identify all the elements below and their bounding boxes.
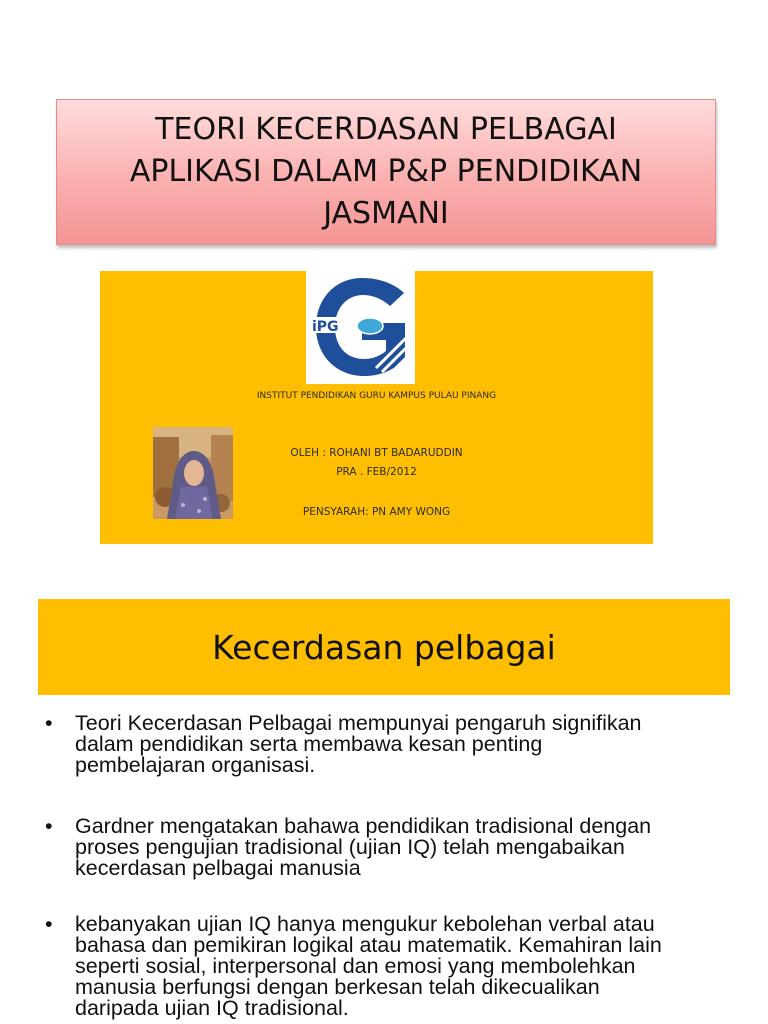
section-heading-text: Kecerdasan pelbagai xyxy=(212,627,556,667)
bullet-2-line-1: Gardner mengatakan bahawa pendidikan tradisional dengan xyxy=(75,814,652,838)
bullet-3-line-1: kebanyakan ujian IQ hanya mengukur kebolehan verbal atau xyxy=(75,912,655,936)
bullet-3-line-4: manusia berfungsi dengan berkesan telah dikecualikan xyxy=(75,975,600,999)
bullet-1-line-2: dalam pendidikan serta membawa kesan penting xyxy=(75,732,543,756)
section-heading xyxy=(38,599,730,695)
bullet-1-line-3: pembelajaran organisasi. xyxy=(75,753,316,777)
class-info: PRA . FEB/2012 xyxy=(336,466,417,478)
slide-title-line-2: APLIKASI DALAM P&P PENDIDIKAN xyxy=(129,154,643,189)
slide-title-line-3: JASMANI xyxy=(323,196,449,231)
institute-name: INSTITUT PENDIDIKAN GURU KAMPUS PULAU PINANG xyxy=(256,391,497,401)
bullet-icon: • xyxy=(45,711,53,735)
bullet-3-line-5: daripada ujian IQ tradisional. xyxy=(75,996,349,1020)
logo-text: iPG xyxy=(312,319,339,335)
slide-title-line-1: TEORI KECERDASAN PELBAGAI xyxy=(155,112,617,147)
bullet-item-3 xyxy=(45,912,755,1020)
title-slide-panel xyxy=(100,271,653,544)
bullet-item-2 xyxy=(45,814,755,880)
slide-title xyxy=(56,99,716,245)
bullet-icon: • xyxy=(45,814,53,838)
bullet-item-1 xyxy=(45,711,755,777)
bullet-2-line-3: kecerdasan pelbagai manusia xyxy=(75,856,361,880)
bullet-1-line-1: Teori Kecerdasan Pelbagai mempunyai pengaruh signifikan xyxy=(75,711,642,735)
author-name: OLEH : ROHANI BT BADARUDDIN xyxy=(290,447,463,459)
ipg-logo xyxy=(306,271,415,384)
lecturer-name: PENSYARAH: PN AMY WONG xyxy=(302,506,451,518)
bullet-3-line-2: bahasa dan pemikiran logikal atau matematik. Kemahiran lain xyxy=(75,933,662,957)
bullet-3-line-3: seperti sosial, interpersonal dan emosi yang membolehkan xyxy=(75,954,636,978)
bullet-icon: • xyxy=(45,912,53,936)
bullet-2-line-2: proses pengujian tradisional (ujian IQ) telah mengabaikan xyxy=(75,835,625,859)
